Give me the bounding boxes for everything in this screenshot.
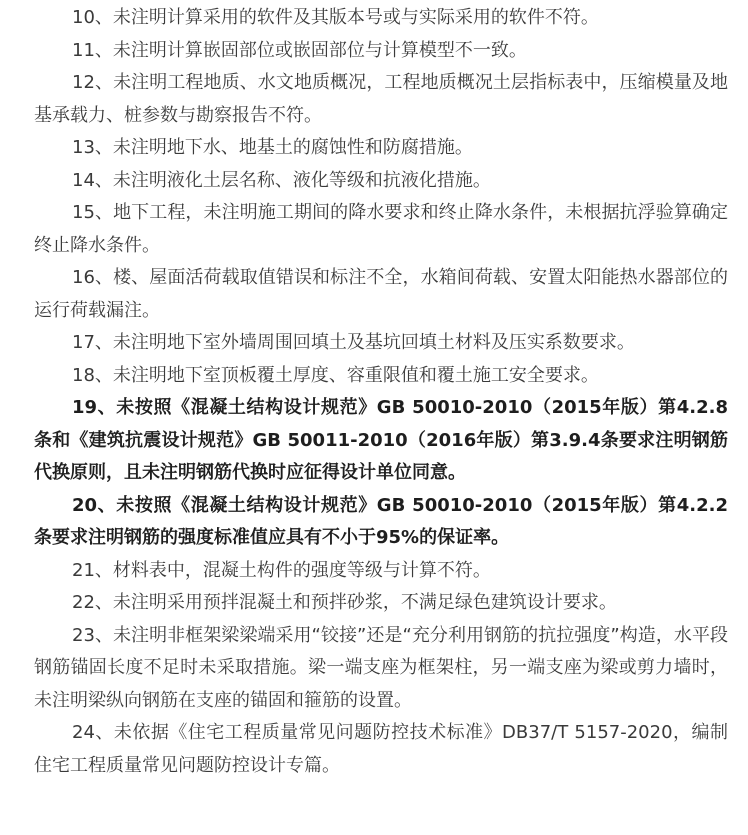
list-item-23: 23、未注明非框架梁梁端采用“铰接”还是“充分利用钢筋的抗拉强度”构造，水平段钢筋锚固长度不足时未采取措施。梁一端支座为框架柱，另一端支座为梁或剪力墙时，未注明梁纵向钢筋在支座的锚固和箍筋的设置。: [34, 624, 728, 711]
list-item-12: 12、未注明工程地质、水文地质概况，工程地质概况土层指标表中，压缩模量及地基承载力、桩参数与勘察报告不符。: [34, 72, 728, 126]
list-item-17: 17、未注明地下室外墙周围回填土及基坑回填土材料及压实系数要求。: [72, 332, 635, 353]
list-item-11: 11、未注明计算嵌固部位或嵌固部位与计算模型不一致。: [72, 39, 527, 61]
list-item-19: 19、未按照《混凝土结构设计规范》GB 50010-2010（2015年版）第4.2.8条和《建筑抗震设计规范》GB 50011-2010（2016年版）第3.9.4条要求注明钢筋代换原则，且未注明钢筋代换时应征得设计单位同意。: [34, 397, 728, 483]
list-item-15: 15、地下工程，未注明施工期间的降水要求和终止降水条件，未根据抗浮验算确定终止降水条件。: [34, 202, 728, 256]
list-item-16: 16、楼、屋面活荷载取值错误和标注不全，水箱间荷载、安置太阳能热水器部位的运行荷载漏注。: [34, 267, 728, 321]
list-item-22: 22、未注明采用预拌混凝土和预拌砂浆，不满足绿色建筑设计要求。: [72, 592, 617, 613]
list-item-14: 14、未注明液化土层名称、液化等级和抗液化措施。: [72, 169, 491, 191]
list-item-13: 13、未注明地下水、地基土的腐蚀性和防腐措施。: [72, 137, 473, 158]
list-item-10: 10、未注明计算采用的软件及其版本号或与实际采用的软件不符。: [72, 7, 599, 28]
list-item-20: 20、未按照《混凝土结构设计规范》GB 50010-2010（2015年版）第4.2.2条要求注明钢筋的强度标准值应具有不小于95%的保证率。: [34, 494, 728, 548]
list-item-24: 24、未依据《住宅工程质量常见问题防控技术标准》DB37/T 5157-2020，编制住宅工程质量常见问题防控设计专篇。: [34, 722, 728, 776]
list-item-21: 21、材料表中，混凝土构件的强度等级与计算不符。: [72, 559, 491, 581]
list-item-18: 18、未注明地下室顶板覆土厚度、容重限值和覆土施工安全要求。: [72, 364, 599, 386]
